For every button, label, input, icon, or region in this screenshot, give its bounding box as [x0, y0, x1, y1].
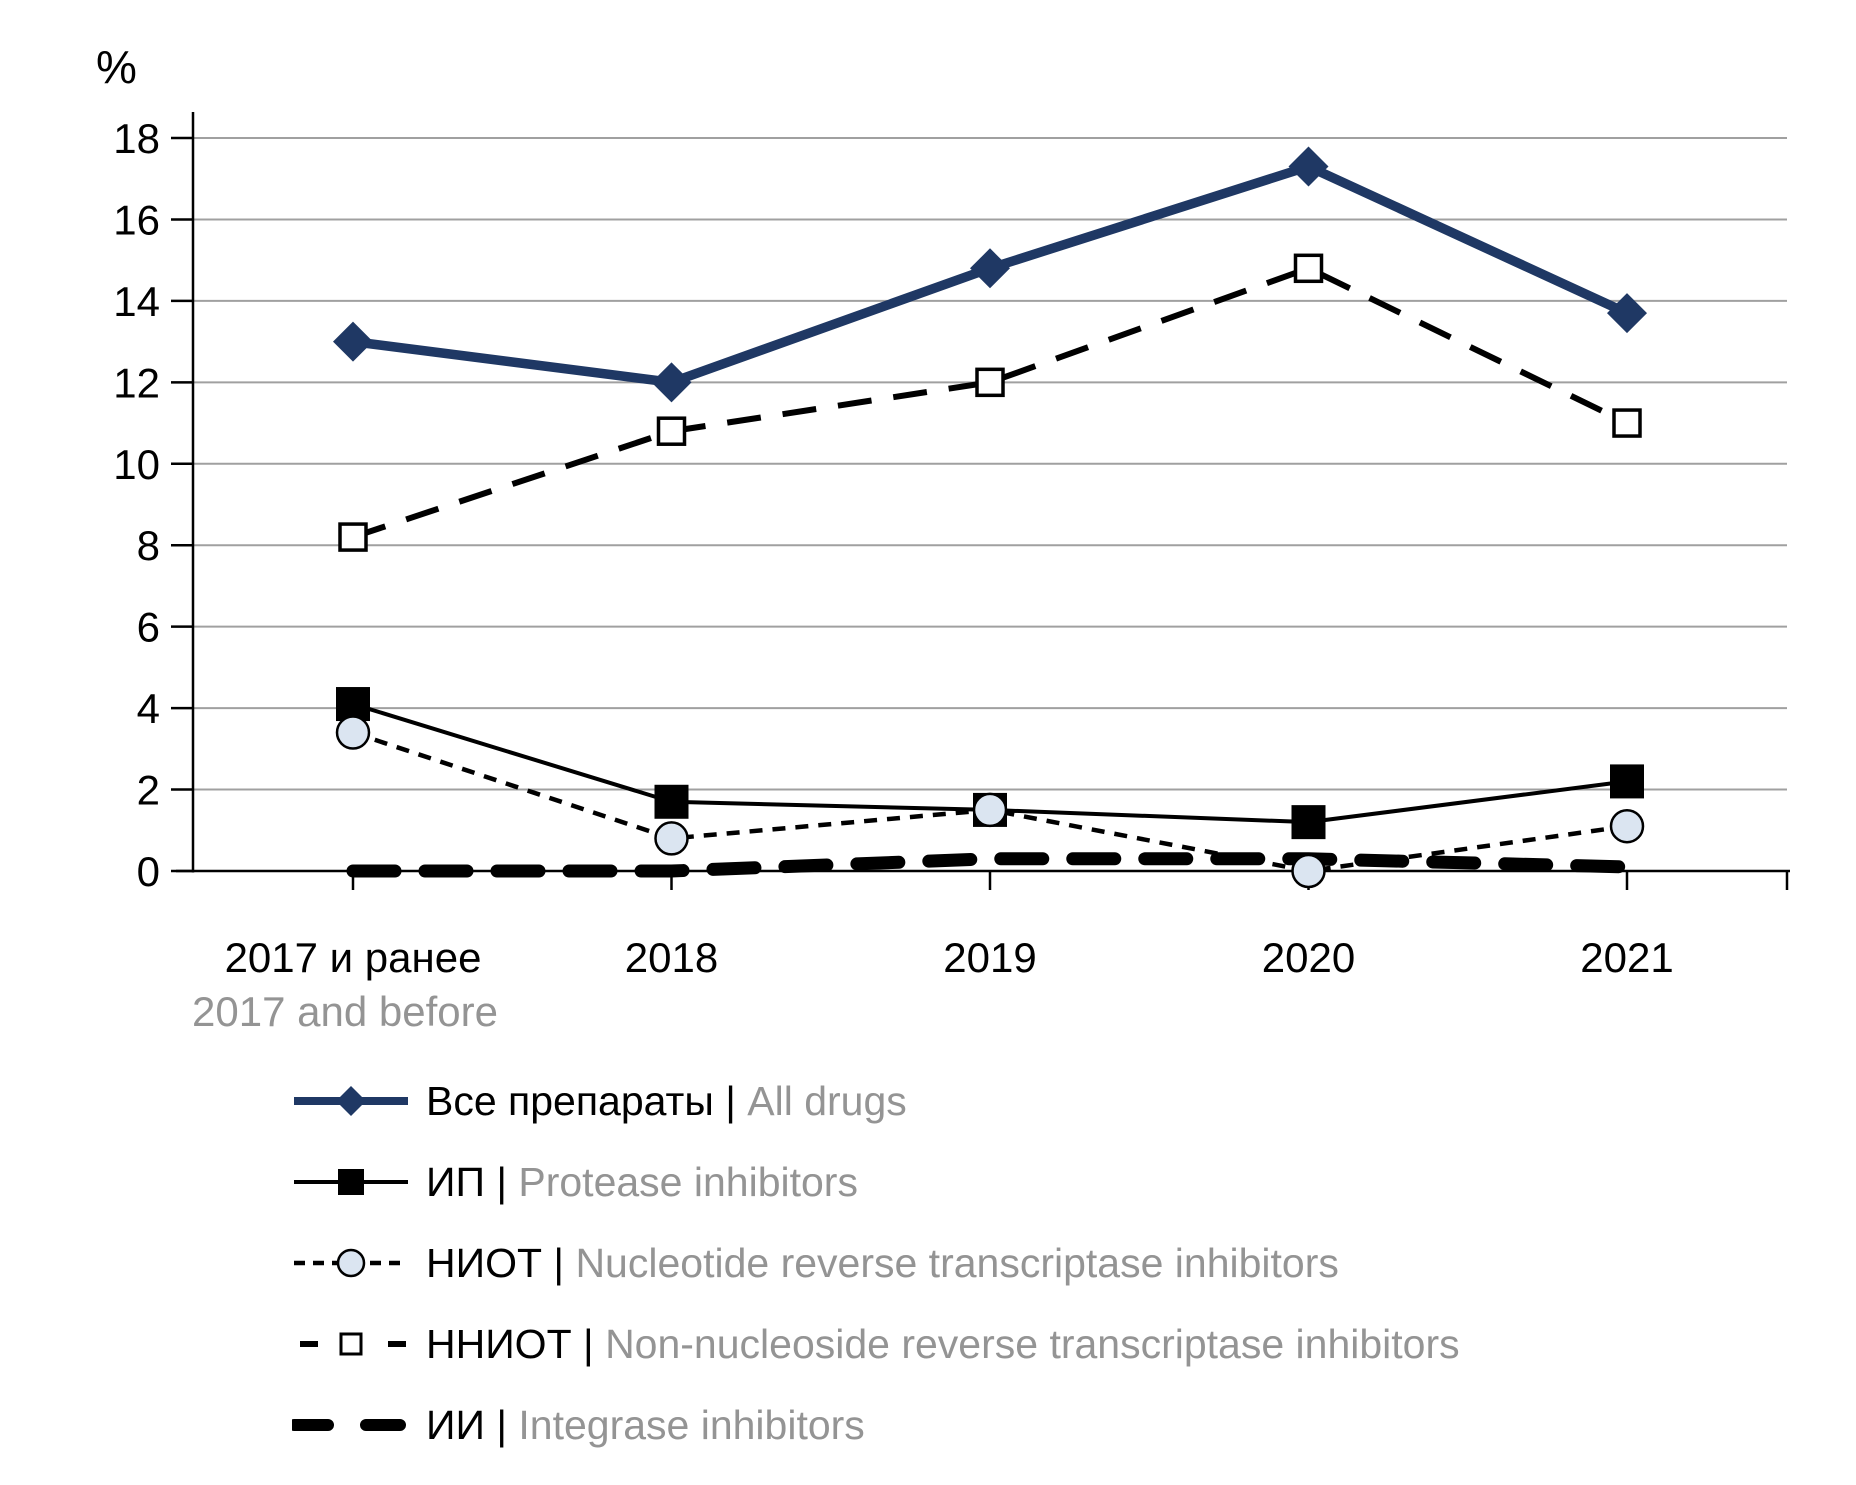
- legend-marker-open-square: [341, 1334, 361, 1354]
- legend-label-separator: |: [484, 1158, 519, 1205]
- x-axis-category-label: 2021: [1580, 934, 1674, 981]
- marker-circle: [1611, 810, 1643, 842]
- legend-item-4: [292, 1400, 1460, 1450]
- legend-label-en: Non-nucleoside reverse transcriptase inhibitors: [605, 1320, 1460, 1367]
- legend-label: [426, 1078, 907, 1125]
- x-axis-category-label: 2018: [624, 934, 719, 981]
- legend-label: [426, 1321, 1460, 1368]
- marker-diamond: [1607, 293, 1647, 333]
- legend-label-ru: Все препараты: [426, 1077, 714, 1124]
- legend-label: [426, 1240, 1339, 1287]
- legend-swatch-diamond: [292, 1078, 410, 1124]
- legend-label-en: All drugs: [747, 1077, 907, 1124]
- legend-label-en: Integrase inhibitors: [518, 1401, 865, 1448]
- marker-circle: [1293, 855, 1325, 887]
- marker-circle: [974, 794, 1006, 826]
- legend-label-ru: ИП: [426, 1158, 485, 1205]
- y-axis-tick-label: 0: [136, 848, 160, 895]
- legend-label-ru: НИОТ: [426, 1239, 543, 1286]
- marker-open-square: [977, 369, 1003, 395]
- legend-label: [426, 1402, 865, 1449]
- y-axis-tick-label: 14: [113, 277, 160, 325]
- x-axis-category-label: 2017 и ранее: [224, 934, 482, 981]
- marker-open-square: [340, 524, 366, 550]
- y-axis-tick-label: 16: [113, 196, 160, 244]
- y-axis-tick-label: 2: [136, 766, 160, 814]
- legend-swatch-none: [292, 1402, 410, 1448]
- legend-label-separator: |: [713, 1077, 748, 1124]
- series-line-3: [353, 268, 1627, 537]
- y-axis-tick-label: 12: [113, 359, 160, 407]
- marker-diamond: [333, 322, 373, 362]
- legend-label-separator: |: [571, 1320, 606, 1367]
- legend-label-ru: ИИ: [426, 1401, 485, 1448]
- legend-marker-filled-square: [338, 1169, 364, 1195]
- y-axis-tick-label: 6: [136, 603, 160, 651]
- x-axis-category-label: 2019: [943, 934, 1037, 981]
- legend-label-en: Nucleotide reverse transcriptase inhibitors: [575, 1239, 1339, 1286]
- legend-marker-circle: [338, 1250, 364, 1276]
- legend-item-3: [292, 1319, 1460, 1369]
- series-line-4: [353, 859, 1627, 871]
- legend-swatch-filled-square: [292, 1159, 410, 1205]
- marker-circle: [656, 822, 688, 854]
- legend-swatch-open-square: [292, 1321, 410, 1367]
- marker-diamond: [652, 362, 692, 402]
- marker-filled-square: [1292, 805, 1326, 839]
- marker-open-square: [1296, 255, 1322, 281]
- legend-swatch-circle: [292, 1240, 410, 1286]
- x-axis-category-label: 2020: [1261, 934, 1356, 981]
- marker-filled-square: [655, 785, 689, 819]
- legend-item-0: [292, 1076, 1460, 1126]
- legend-label-separator: |: [542, 1239, 576, 1286]
- marker-diamond: [970, 248, 1010, 288]
- marker-filled-square: [1610, 764, 1644, 798]
- y-axis-tick-label: 10: [113, 440, 160, 488]
- legend-item-1: [292, 1157, 1460, 1207]
- legend-label-en: Protease inhibitors: [518, 1158, 858, 1205]
- y-axis-tick-label: 18: [113, 115, 160, 162]
- legend-label-ru: ННИОТ: [426, 1320, 572, 1367]
- legend-label-separator: |: [484, 1401, 519, 1448]
- marker-diamond: [1289, 147, 1329, 187]
- x-axis-category-sublabel: 2017 and before: [192, 988, 498, 1035]
- legend-label: [426, 1159, 858, 1206]
- marker-open-square: [1614, 410, 1640, 436]
- chart-legend: [292, 1076, 1460, 1481]
- legend-marker-diamond: [336, 1086, 366, 1116]
- marker-open-square: [659, 418, 685, 444]
- legend-item-2: [292, 1238, 1460, 1288]
- y-axis-tick-label: 4: [136, 685, 160, 733]
- marker-circle: [337, 717, 369, 749]
- y-axis-tick-label: 8: [136, 522, 160, 570]
- y-axis-unit-label: %: [96, 41, 137, 93]
